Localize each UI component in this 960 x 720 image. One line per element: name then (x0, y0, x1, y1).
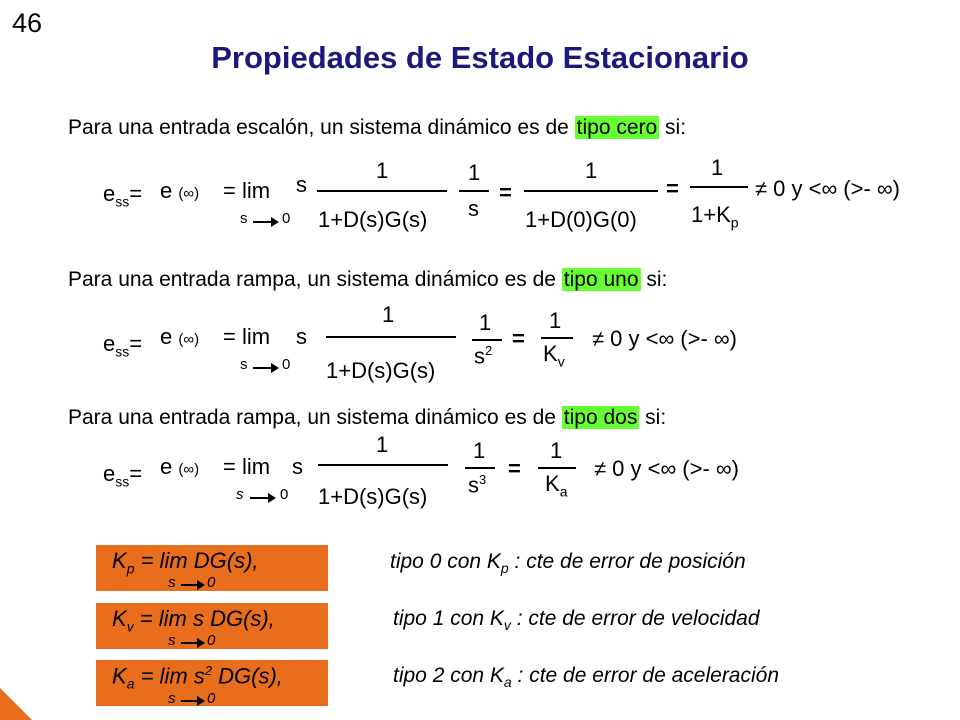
frac-den: 1+D(s)G(s) (326, 358, 436, 383)
lim-sub-s: s (236, 486, 244, 503)
equals-sign-2: = (666, 176, 679, 201)
frac3-bar (524, 190, 658, 192)
highlight-tipo-uno: tipo uno (563, 268, 639, 291)
intro-tipo-cero: Para una entrada escalón, un sistema dinámico es de tipo cero si: (68, 116, 687, 139)
lim-s: s (296, 324, 307, 349)
frac-bar (318, 464, 448, 466)
frac3-den: 1+D(0)G(0) (525, 207, 637, 232)
def-kp-arrow (181, 584, 199, 586)
frac-den: 1+D(s)G(s) (318, 207, 428, 232)
frac4-den: $1+K_p$ (691, 202, 739, 231)
frac2-den: $s^3$ (468, 472, 487, 498)
lim-sub-0: 0 (282, 356, 291, 373)
frac-num: 1 (376, 158, 389, 183)
intro-tipo-dos: Para una entrada rampa, un sistema dinámico es de tipo dos si: (68, 406, 667, 429)
frac3-num: 1 (585, 158, 598, 183)
def-kv-lim-s: s (168, 632, 176, 649)
e-inf: e (∞) (160, 178, 200, 203)
equals-sign: = (512, 326, 525, 351)
desc-ka: tipo 2 con $K_a$ : cte de error de aceleración (393, 664, 780, 691)
def-kv: $K_v = \lim s$ DG(s), (112, 606, 275, 635)
lim-arrow (250, 497, 270, 499)
frac-den: 1+D(s)G(s) (318, 484, 428, 509)
slide-number: 46 (12, 8, 43, 38)
def-kv-arrow (181, 642, 199, 644)
equals-sign: = (499, 180, 512, 205)
frac2-bar (465, 467, 495, 469)
def-kp-lim-0: 0 (207, 574, 216, 591)
frac4-bar (690, 186, 748, 188)
ess-label: $e_{ss}=$ (103, 181, 143, 210)
def-kv-lim-0: 0 (207, 632, 216, 649)
tail-text: ≠ 0 y <∞ (>- ∞) (592, 326, 737, 351)
frac-num: 1 (382, 302, 395, 327)
desc-kp: tipo 0 con $K_p$ : cte de error de posición (390, 550, 746, 577)
frac3-den: $K_v$ (543, 341, 565, 370)
def-ka-lim-0: 0 (207, 690, 216, 707)
frac2-den: s (468, 196, 479, 221)
frac2-num: 1 (479, 310, 492, 335)
lim-text: = lim (223, 178, 271, 203)
highlight-tipo-cero: tipo cero (576, 116, 658, 139)
frac4-num: 1 (711, 155, 724, 180)
page-title: Propiedades de Estado Estacionario (211, 40, 749, 75)
highlight-tipo-dos: tipo dos (563, 406, 638, 429)
def-ka-lim-s: s (168, 690, 176, 707)
ess-label: $e_{ss}=$ (103, 331, 143, 360)
frac3-num: 1 (549, 308, 562, 333)
frac2-bar (459, 190, 489, 192)
frac-num: 1 (376, 432, 389, 457)
frac3-bar (538, 467, 576, 469)
lim-sub-0: 0 (280, 486, 289, 503)
lim-s: s (292, 454, 303, 479)
desc-kv: tipo 1 con $K_v$ : cte de error de velocidad (393, 607, 760, 634)
tail-text: ≠ 0 y <∞ (>- ∞) (594, 456, 739, 481)
def-kp: $K_p = \lim DG(s)$, (112, 548, 259, 577)
tail-text: ≠ 0 y <∞ (>- ∞) (755, 176, 900, 201)
lim-sub-0: 0 (282, 210, 291, 227)
frac-bar (326, 336, 456, 338)
frac3-den: $K_a$ (545, 471, 568, 500)
lim-arrow (253, 367, 273, 369)
corner-decoration (0, 688, 32, 720)
lim-arrow (253, 221, 273, 223)
equals-sign: = (508, 456, 521, 481)
frac-bar (317, 190, 447, 192)
intro-tipo-uno: Para una entrada rampa, un sistema dinámico es de tipo uno si: (68, 268, 668, 291)
frac2-bar (472, 339, 502, 341)
frac2-den: $s^2$ (474, 343, 493, 369)
e-inf: e (∞) (160, 324, 200, 349)
def-kp-lim-s: s (168, 574, 176, 591)
frac2-num: 1 (473, 438, 486, 463)
frac2-num: 1 (468, 160, 481, 185)
frac3-bar (541, 337, 573, 339)
e-inf: e (∞) (160, 454, 200, 479)
frac3-num: 1 (550, 438, 563, 463)
def-ka: $K_a = \lim s^2$ DG(s), (112, 663, 283, 692)
lim-sub-s: s (240, 356, 248, 373)
lim-text: = lim (223, 324, 271, 349)
lim-sub-s: s (240, 210, 248, 227)
lim-s: s (296, 172, 307, 197)
ess-label: $e_{ss}=$ (103, 461, 143, 490)
def-ka-arrow (181, 700, 199, 702)
lim-text: = lim (223, 454, 271, 479)
